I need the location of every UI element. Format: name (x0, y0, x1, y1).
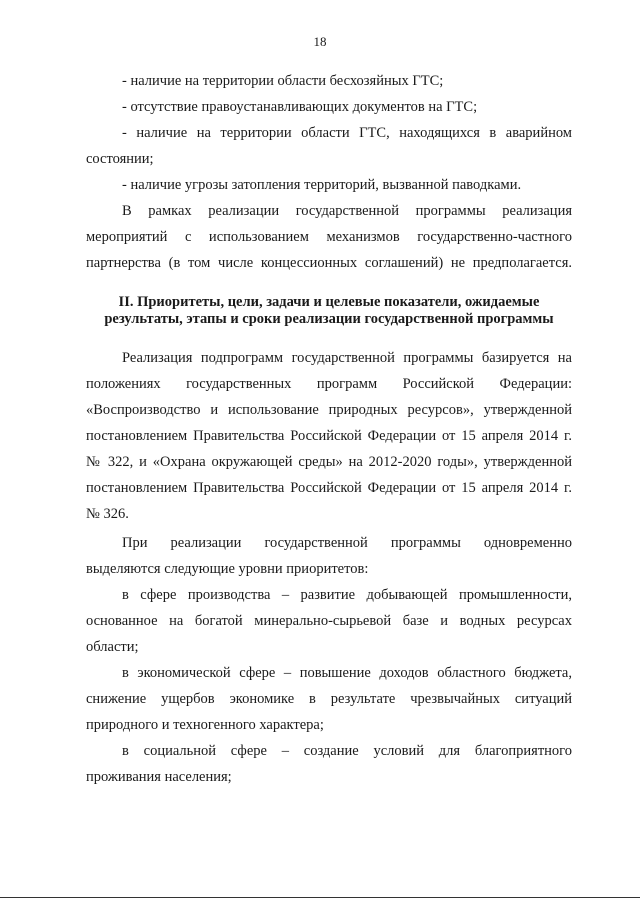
heading-line: II. Приоритеты, цели, задачи и целевые показатели, ожидаемые (118, 294, 540, 310)
text-line: проживания населения; (86, 769, 232, 785)
text-line: В рамках реализации государственной программы реализация (122, 203, 572, 219)
text-line: постановлением Правительства Российской Федерации от 15 апреля 2014 г. (86, 428, 572, 444)
bottom-rule (0, 897, 640, 898)
text-line: снижение ущербов экономике в результате чрезвычайных ситуаций (86, 691, 572, 707)
text-line: При реализации государственной программы одновременно (122, 535, 572, 551)
list-block (86, 68, 572, 198)
text-line: партнерства (в том числе концессионных соглашений) не предполагается. (86, 255, 572, 271)
heading-line: результаты, этапы и сроки реализации государственной программы (104, 311, 554, 327)
paragraph-basis (86, 345, 572, 527)
paragraph-economic (86, 660, 572, 738)
text-line: области; (86, 639, 139, 655)
text-line: выделяются следующие уровни приоритетов: (86, 561, 369, 577)
page-number: 18 (313, 34, 327, 49)
text-line: Реализация подпрограмм государственной программы базируется на (122, 350, 572, 366)
text-line: основанное на богатой минерально-сырьевой базе и водных ресурсах (86, 613, 572, 629)
text-line: «Воспроизводство и использование природных ресурсов», утвержденной (86, 402, 572, 418)
text-line: положениях государственных программ Российской Федерации: (86, 376, 572, 392)
list-item: - наличие угрозы затопления территорий, вызванной паводками. (122, 177, 522, 193)
text-line: в социальной сфере – создание условий для благоприятного (122, 743, 572, 759)
text-line: № 322, и «Охрана окружающей среды» на 2012-2020 годы», утвержденной (86, 454, 572, 470)
list-item: - наличие на территории области ГТС, находящихся в аварийном (122, 125, 572, 141)
text-line: в экономической сфере – повышение доходов областного бюджета, (122, 665, 572, 681)
paragraph-ppp (86, 198, 572, 276)
section-heading (86, 294, 572, 328)
list-item: - наличие на территории области бесхозяйных ГТС; (122, 73, 444, 89)
text-line: природного и техногенного характера; (86, 717, 324, 733)
text-line: в сфере производства – развитие добывающей промышленности, (122, 587, 572, 603)
text-line: мероприятий с использованием механизмов государственно-частного (86, 229, 572, 245)
text-line: № 326. (86, 506, 129, 522)
text-line: постановлением Правительства Российской Федерации от 15 апреля 2014 г. (86, 480, 572, 496)
paragraph-priorities (86, 530, 572, 582)
paragraph-production (86, 582, 572, 660)
list-item-continuation: состоянии; (86, 151, 154, 167)
paragraph-social (86, 738, 572, 790)
list-item: - отсутствие правоустанавливающих документов на ГТС; (122, 99, 478, 115)
